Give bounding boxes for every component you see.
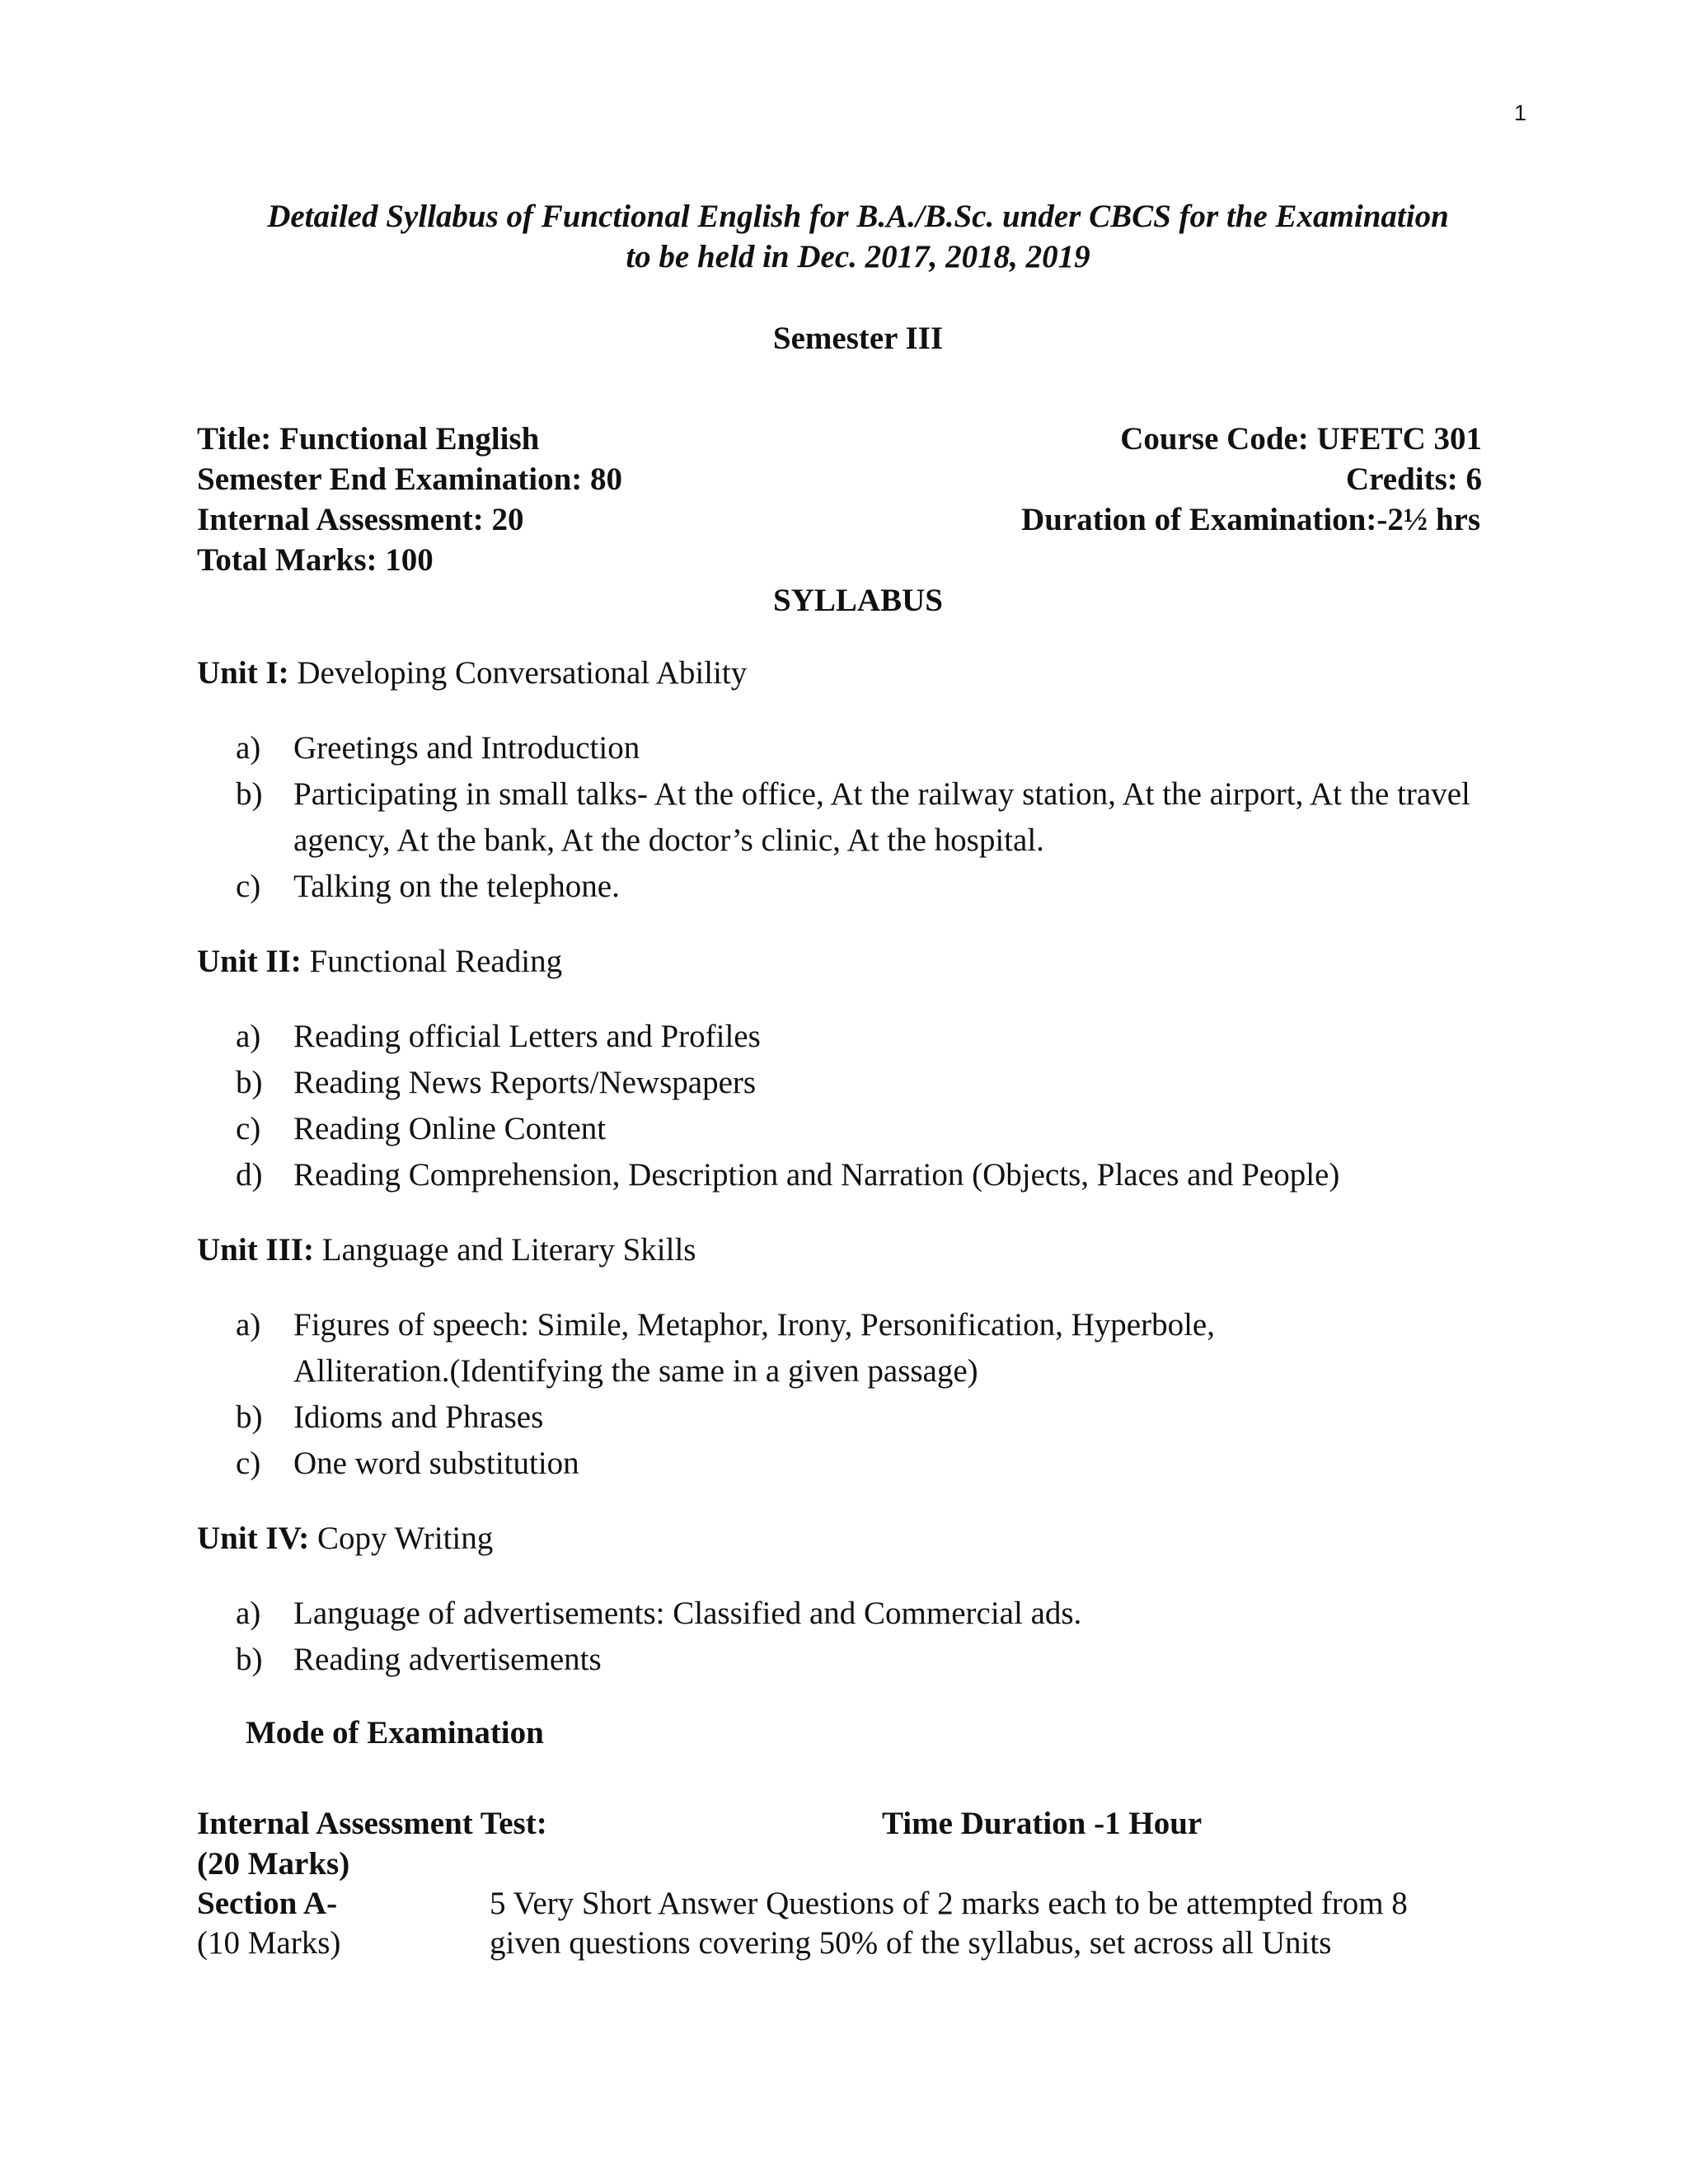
list-text: Reading News Reports/Newspapers xyxy=(293,1065,757,1100)
internal-test-time: Time Duration -1 Hour xyxy=(882,1806,1203,1841)
list-item xyxy=(236,771,1571,864)
list-item xyxy=(236,1302,1357,1394)
list-marker: a) xyxy=(236,1596,261,1631)
unit-label: Unit IV: xyxy=(197,1521,310,1556)
course-title: Title: Functional English xyxy=(197,421,540,457)
unit-1-heading xyxy=(197,654,747,691)
unit-2-list xyxy=(236,1014,1571,1198)
list-marker: c) xyxy=(236,869,261,904)
list-text: Reading advertisements xyxy=(293,1642,602,1677)
exam-duration: Duration of Examination:-2½ hrs xyxy=(1021,502,1480,537)
list-marker: a) xyxy=(236,1019,261,1054)
list-marker: c) xyxy=(236,1446,261,1481)
list-text: Idioms and Phrases xyxy=(293,1399,544,1435)
title-line-2: to be held in Dec. 2017, 2018, 2019 xyxy=(626,239,1090,274)
section-a-line-1: 5 Very Short Answer Questions of 2 marks each to be attempted from 8 xyxy=(490,1886,1408,1921)
section-a-marks: (10 Marks) xyxy=(197,1925,341,1961)
list-marker: a) xyxy=(236,730,261,766)
list-item xyxy=(236,1394,1357,1441)
list-item xyxy=(236,1637,1571,1683)
unit-1-list xyxy=(236,725,1571,910)
list-text: Language of advertisements: Classified and Commercial ads. xyxy=(293,1596,1082,1631)
semester-end-exam: Semester End Examination: 80 xyxy=(197,462,623,497)
list-item xyxy=(236,1106,1571,1152)
unit-label: Unit III: xyxy=(197,1232,314,1268)
total-marks: Total Marks: 100 xyxy=(197,542,434,578)
unit-3-heading xyxy=(197,1231,696,1268)
list-text: Reading Online Content xyxy=(293,1111,607,1146)
page-number: 1 xyxy=(1513,101,1526,125)
document-title xyxy=(0,196,1688,277)
unit-2-heading xyxy=(197,943,562,980)
title-line-1: Detailed Syllabus of Functional English for B.A./B.Sc. under CBCS for the Examination xyxy=(267,199,1449,234)
list-item xyxy=(236,1060,1571,1106)
credits: Credits: 6 xyxy=(1345,462,1482,497)
mode-of-examination-heading: Mode of Examination xyxy=(246,1715,544,1750)
internal-assessment: Internal Assessment: 20 xyxy=(197,502,524,537)
internal-test-marks: (20 Marks) xyxy=(197,1846,350,1882)
list-item xyxy=(236,1152,1571,1198)
unit-title: Developing Conversational Ability xyxy=(288,655,748,691)
semester-heading: Semester III xyxy=(772,321,944,356)
syllabus-heading: SYLLABUS xyxy=(773,583,943,618)
internal-test-label: Internal Assessment Test: xyxy=(197,1806,547,1841)
section-a-label: Section A- xyxy=(197,1886,338,1921)
list-marker: b) xyxy=(236,776,263,812)
unit-title: Functional Reading xyxy=(301,944,563,979)
unit-label: Unit I: xyxy=(197,655,289,691)
list-item xyxy=(236,1591,1571,1637)
unit-title: Copy Writing xyxy=(309,1521,494,1556)
list-item xyxy=(236,1441,1357,1487)
list-marker: b) xyxy=(236,1399,263,1435)
list-marker: b) xyxy=(236,1642,263,1677)
list-text: Reading official Letters and Profiles xyxy=(293,1019,761,1054)
list-item xyxy=(236,725,1571,771)
list-text: Greetings and Introduction xyxy=(293,730,640,766)
list-text: Talking on the telephone. xyxy=(293,869,620,904)
list-text: One word substitution xyxy=(293,1446,579,1481)
list-marker: b) xyxy=(236,1065,263,1100)
section-a-line-2: given questions covering 50% of the syllabus, set across all Units xyxy=(490,1925,1332,1961)
unit-3-list xyxy=(236,1302,1357,1487)
list-marker: a) xyxy=(236,1307,261,1343)
list-item xyxy=(236,864,1571,910)
list-marker: d) xyxy=(236,1157,263,1193)
unit-4-list xyxy=(236,1591,1571,1683)
unit-title: Language and Literary Skills xyxy=(313,1232,696,1268)
unit-4-heading xyxy=(197,1520,493,1557)
list-text: Figures of speech: Simile, Metaphor, Irony, Personification, Hyperbole, Alliteration.(Identifying the same in a given passage) xyxy=(293,1307,1215,1389)
unit-label: Unit II: xyxy=(197,944,302,979)
list-text: Participating in small talks- At the office, At the railway station, At the airport, At the travel agency, At the bank, At the doctor’s clinic, At the hospital. xyxy=(293,776,1470,858)
list-item xyxy=(236,1014,1571,1060)
course-code: Course Code: UFETC 301 xyxy=(1120,421,1482,457)
list-text: Reading Comprehension, Description and Narration (Objects, Places and People) xyxy=(293,1157,1340,1193)
list-marker: c) xyxy=(236,1111,261,1146)
